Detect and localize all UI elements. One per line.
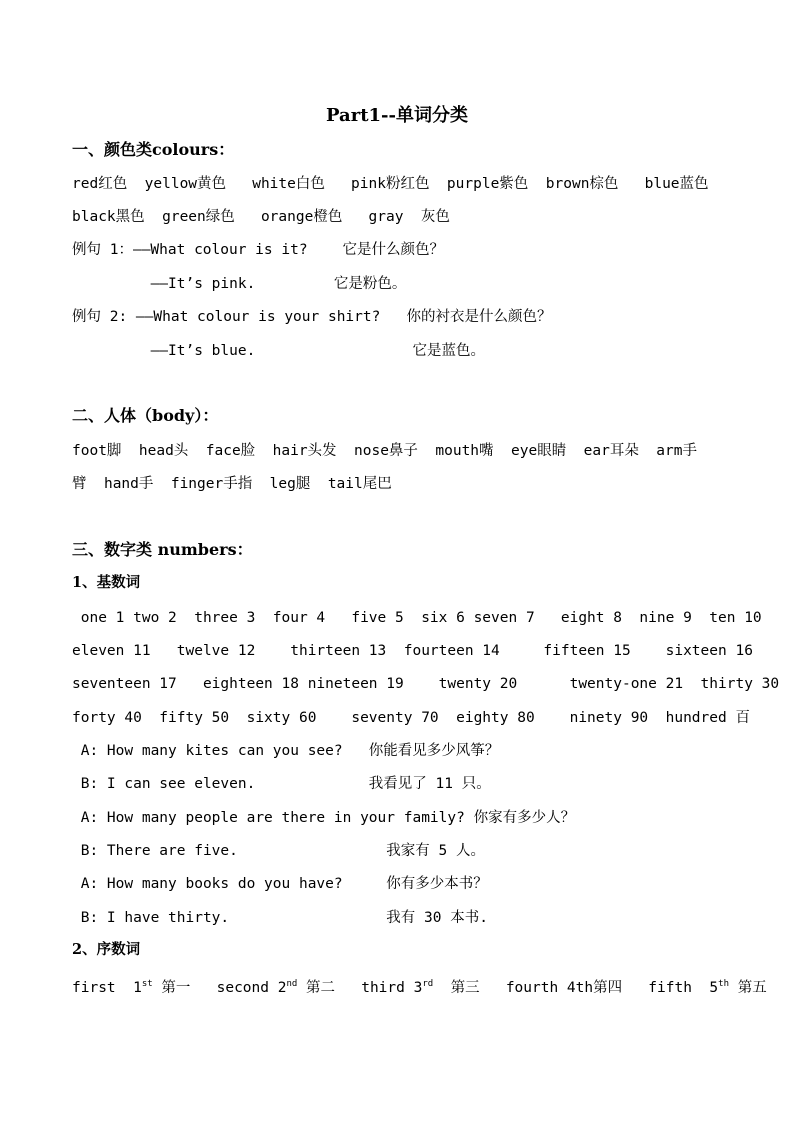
colours-example-1-answer: ——It’s pink. 它是粉色。 (72, 276, 407, 292)
body-line-1: foot脚 head头 face脸 hair头发 nose鼻子 mouth嘴 eye眼睛 ear耳朵 arm手 (72, 443, 697, 459)
ordinal-first: first 1 (72, 980, 142, 996)
numbers-heading: 三、数字类 numbers： (72, 540, 253, 559)
ordinal-heading: 2、序数词 (72, 941, 141, 958)
colours-line-2: black黑色 green绿色 orange橙色 gray 灰色 (72, 209, 450, 225)
qa-line-5: A: How many books do you have? 你有多少本书？ (72, 876, 488, 892)
body-line-2: 臂 hand手 finger手指 leg腿 tail尾巴 (72, 476, 392, 492)
body-heading: 二、人体（body）： (72, 406, 219, 425)
colours-heading: 一、颜色类colours： (72, 140, 235, 159)
ordinal-line (72, 974, 767, 998)
cardinal-line-1: one 1 two 2 three 3 four 4 five 5 six 6 seven 7 eight 8 nine 9 ten 10 (72, 610, 762, 626)
qa-line-3: A: How many people are there in your family? 你家有多少人？ (72, 810, 576, 826)
cardinal-line-2: eleven 11 twelve 12 thirteen 13 fourteen 14 fifteen 15 sixteen 16 (72, 643, 753, 659)
qa-line-2: B: I can see eleven. 我看见了 11 只。 (72, 776, 491, 792)
qa-line-6: B: I have thirty. 我有 30 本书. (72, 910, 488, 926)
ordinal-third: 第二 third 3 (297, 980, 423, 996)
page-title: Part1--单词分类 (326, 105, 468, 126)
qa-line-4: B: There are five. 我家有 5 人。 (72, 843, 485, 859)
ordinal-second-suffix: nd (286, 979, 298, 989)
cardinal-line-3: seventeen 17 eighteen 18 nineteen 19 twenty 20 twenty-one 21 thirty 30 (72, 676, 780, 692)
ordinal-fifth-cn: 第五 (729, 980, 767, 996)
ordinal-second: 第一 second 2 (152, 980, 287, 996)
ordinal-fourth-fifth: 第三 fourth 4th第四 fifth 5 (433, 980, 719, 996)
cardinal-line-4: forty 40 fifty 50 sixty 60 seventy 70 eighty 80 ninety 90 hundred 百 (72, 710, 750, 726)
qa-line-1: A: How many kites can you see? 你能看见多少风筝？ (72, 743, 500, 759)
cardinal-heading: 1、基数词 (72, 574, 141, 591)
colours-line-1: red红色 yellow黄色 white白色 pink粉红色 purple紫色 brown棕色 blue蓝色 (72, 176, 709, 192)
colours-example-1-question: 例句 1：——What colour is it? 它是什么颜色？ (72, 242, 444, 258)
colours-example-2-answer: ——It’s blue. 它是蓝色。 (72, 343, 485, 359)
colours-example-2-question: 例句 2: ——What colour is your shirt? 你的衬衣是什么颜色？ (72, 309, 552, 325)
ordinal-third-suffix: rd (422, 979, 434, 989)
ordinal-first-suffix: st (141, 979, 153, 989)
ordinal-fifth-suffix: th (718, 979, 729, 989)
